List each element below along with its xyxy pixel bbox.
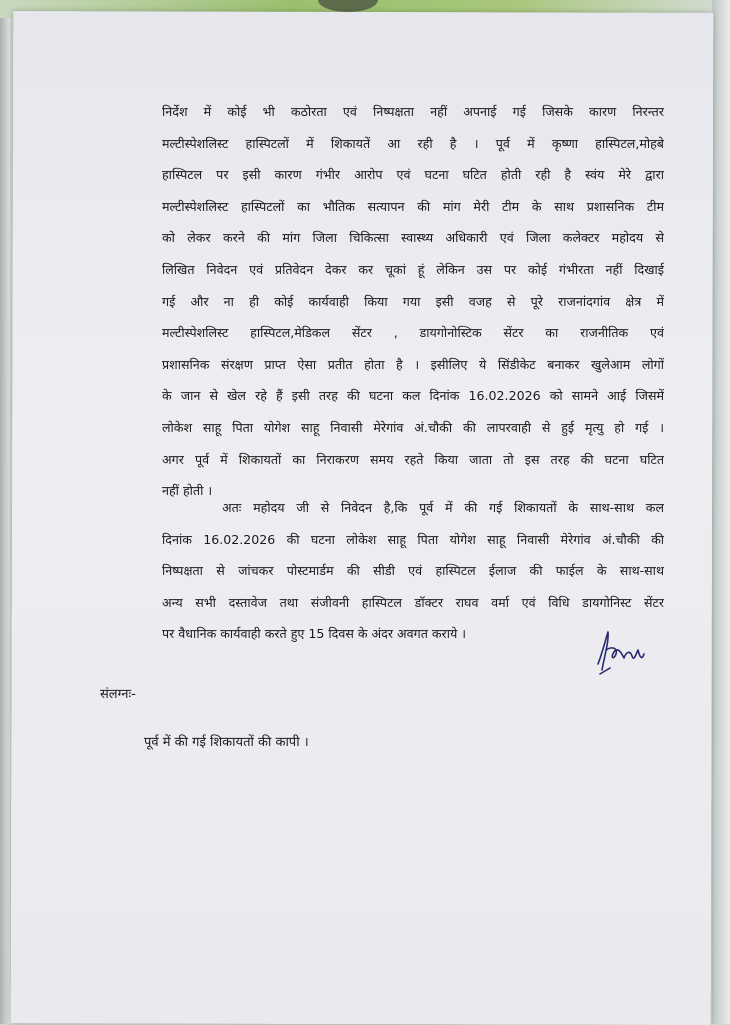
- text-line: गई और ना ही कोई कार्यवाही किया गया इसी वजह से पूरे राजनांदगांव क्षेत्र में: [162, 293, 664, 309]
- letter-paragraph-1: [162, 96, 664, 507]
- background-edge-right: [712, 0, 730, 1024]
- text-line: अन्य सभी दस्तावेज तथा संजीवनी हास्पिटल डॉक्टर राघव वर्मा एवं विधि डायगोनिस्ट सेंटर: [162, 594, 664, 610]
- text-line: मल्टीस्पेशलिस्ट हास्पिटलों का भौतिक सत्यापन की मांग मेरी टीम के साथ प्रशासनिक टीम: [162, 198, 664, 214]
- enclosure-item: पूर्व में की गई शिकायतों की कापी ।: [144, 735, 309, 750]
- enclosure-label: संलग्नः-: [100, 687, 136, 702]
- background-mark: [318, 0, 378, 12]
- text-line: प्रशासनिक संरक्षण प्राप्त ऐसा प्रतीत होता है । इसीलिए ये सिंडीकेट बनाकर खुलेआम लोगों: [162, 356, 664, 372]
- background-edge-left: [0, 0, 10, 1024]
- text-line: दिनांक 16.02.2026 की घटना लोकेश साहू पिता योगेश साहू निवासी मेरेगांव अं.चौकी की: [162, 531, 664, 547]
- text-line: को लेकर करने की मांग जिला चिकित्सा स्वास्थ्य अधिकारी एवं जिला कलेक्टर महोदय से: [162, 230, 664, 246]
- signature-icon: [592, 624, 648, 680]
- text-line: लिखित निवेदन एवं प्रतिवेदन देकर कर चूकां हूं लेकिन उस पर कोई गंभीरता नहीं दिखाई: [162, 261, 664, 277]
- text-line: के जान से खेल रहे हैं इसी तरह की घटना कल दिनांक 16.02.2026 को सामने आई जिसमें: [162, 388, 664, 404]
- text-line: हास्पिटल पर इसी कारण गंभीर आरोप एवं घटना घटित होती रही है स्वंय मेरे द्वारा: [162, 167, 664, 183]
- text-line: लोकेश साहू पिता योगेश साहू निवासी मेरेगांव अं.चौकी की लापरवाही से हुई मृत्यु हो गई ।: [162, 419, 664, 435]
- text-line: नहीं होती ।: [162, 483, 213, 499]
- text-line: मल्टीस्पेशलिस्ट हास्पिटलों में शिकायतें आ रही है । पूर्व में कृष्णा हास्पिटल,मोहबे: [162, 135, 664, 151]
- text-line: निष्पक्षता से जांचकर पोस्टमार्डम की सीडी एवं हास्पिटल ईलाज की फाईल के साथ-साथ: [162, 563, 664, 579]
- letter-paragraph-2: [162, 492, 664, 650]
- text-line: निर्देश में कोई भी कठोरता एवं निष्पक्षता नहीं अपनाई गई जिसके कारण निरन्तर: [162, 104, 664, 119]
- text-line: अतः महोदय जी से निवेदन है,कि पूर्व में की गई शिकायतों के साथ-साथ कल: [222, 500, 664, 515]
- text-line: पर वैधानिक कार्यवाही करते हुए 15 दिवस के अंदर अवगत कराये ।: [162, 626, 467, 642]
- text-line: अगर पूर्व में शिकायतों का निराकरण समय रहते किया जाता तो इस तरह की घटना घटित: [162, 451, 664, 467]
- text-line: मल्टीस्पेशलिस्ट हास्पिटल,मेडिकल सेंटर , डायगोनोस्टिक सेंटर का राजनीतिक एवं: [162, 325, 664, 341]
